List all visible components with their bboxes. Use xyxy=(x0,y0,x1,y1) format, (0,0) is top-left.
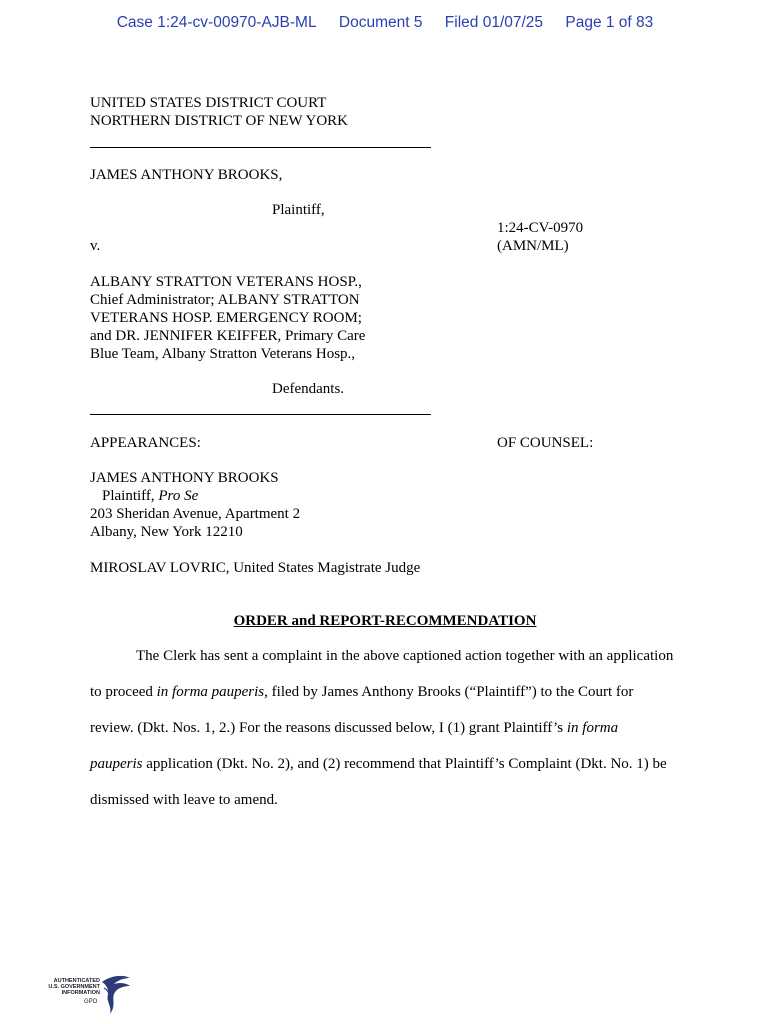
defendant-line: and DR. JENNIFER KEIFFER, Primary Care xyxy=(90,328,366,344)
party-role: Plaintiff, Pro Se xyxy=(102,488,199,504)
gpo-authenticated-logo: AUTHENTICATED U.S. GOVERNMENT INFORMATION GPO xyxy=(44,974,134,1018)
party-name: JAMES ANTHONY BROOKS xyxy=(90,470,279,486)
defendant-line: ALBANY STRATTON VETERANS HOSP., xyxy=(90,274,362,290)
filing-header xyxy=(0,14,770,32)
appearances-heading: APPEARANCES: xyxy=(90,435,201,451)
civil-case-number: 1:24-CV-0970 (AMN/ML) xyxy=(497,220,584,254)
defendant-line: Blue Team, Albany Stratton Veterans Hosp., xyxy=(90,346,356,362)
body-line: pauperis application (Dkt. No. 2), and (2) recommend that Plaintiff’s Complaint (Dkt. No. 1) be xyxy=(90,756,667,772)
body-line: The Clerk has sent a complaint in the above captioned action together with an application xyxy=(136,648,674,664)
eagle-icon xyxy=(96,974,136,1018)
case-number: Case 1:24-cv-00970-AJB-ML xyxy=(116,14,317,31)
defendant-line: VETERANS HOSP. EMERGENCY ROOM; xyxy=(90,310,362,326)
of-counsel-heading: OF COUNSEL: xyxy=(497,435,594,451)
filed-date: Filed 01/07/25 xyxy=(444,14,544,31)
plaintiff-name: JAMES ANTHONY BROOKS, xyxy=(90,167,283,183)
court-name: UNITED STATES DISTRICT COURT NORTHERN DISTRICT OF NEW YORK xyxy=(90,95,348,129)
body-line: review. (Dkt. Nos. 1, 2.) For the reasons discussed below, I (1) grant Plaintiff’s in forma xyxy=(90,720,619,736)
appearance-block xyxy=(90,469,300,541)
order-body xyxy=(90,638,673,818)
plaintiff-role: Plaintiff, xyxy=(272,202,325,218)
order-title: ORDER and REPORT-RECOMMENDATION xyxy=(233,613,537,629)
caption-rule-top xyxy=(90,147,431,148)
judge-line: MIROSLAV LOVRIC, United States Magistrate Judge xyxy=(90,560,421,576)
party-city: Albany, New York 12210 xyxy=(90,524,243,540)
defendant-line: Chief Administrator; ALBANY STRATTON xyxy=(90,292,360,308)
body-line: to proceed in forma pauperis, filed by James Anthony Brooks (“Plaintiff”) to the Court for xyxy=(90,684,634,700)
page-number: Page 1 of 83 xyxy=(565,14,654,31)
document-number: Document 5 xyxy=(338,14,423,31)
defendants-list xyxy=(90,273,365,363)
party-address: 203 Sheridan Avenue, Apartment 2 xyxy=(90,506,301,522)
body-line: dismissed with leave to amend. xyxy=(90,792,278,808)
caption-rule-bottom xyxy=(90,414,431,415)
defendants-role: Defendants. xyxy=(272,381,345,397)
versus: v. xyxy=(90,238,101,254)
